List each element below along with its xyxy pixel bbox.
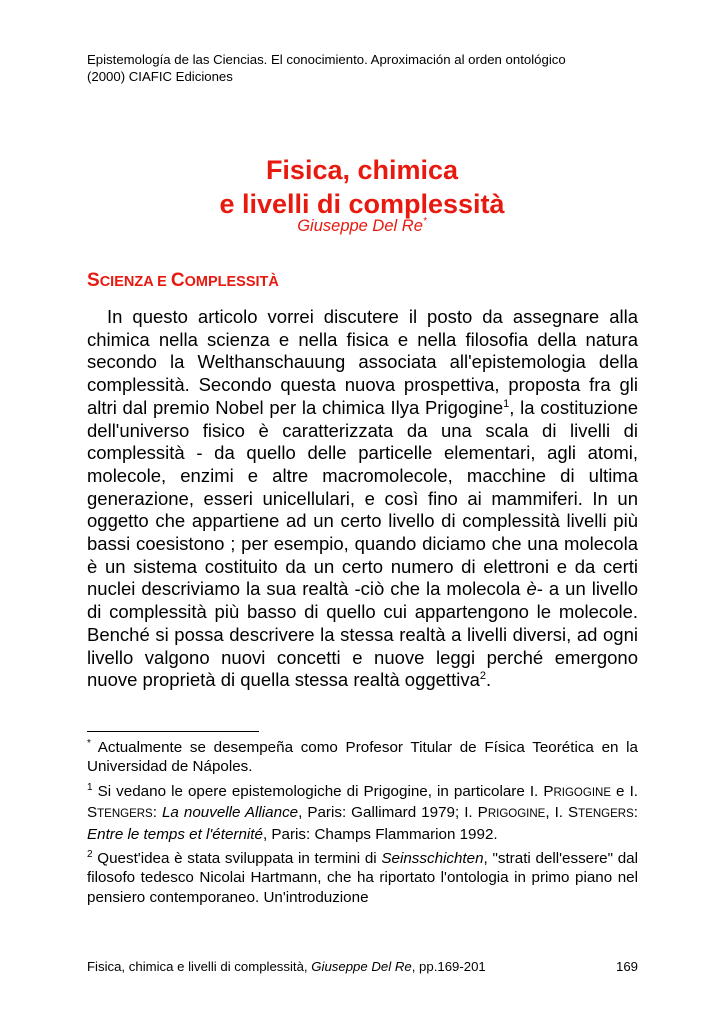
header-line-1: Epistemología de las Ciencias. El conocimiento. Aproximación al orden ontológico [87,52,566,67]
footnote-2-text-a: Quest'idea è stata sviluppata in termini di [92,850,382,868]
book-title-2: Entre le temps et l'éternité [87,825,263,843]
section-rest-2: OMPLESSITÀ [184,274,279,290]
author-prigogine-1: PRIGOGINE [543,782,611,800]
author-stengers-2: STENGERS [568,804,634,822]
footnote-separator [87,731,259,732]
body-text-d: . [486,669,492,691]
footnote-1 [87,782,638,844]
footnote-1-and: e I. [611,782,639,800]
section-cap-1: S [87,270,100,291]
body-italic-word: è [526,578,537,600]
author-prigogine-2: PRIGOGINE [477,804,546,822]
section-heading [87,270,279,293]
article-title [0,153,724,221]
footnote-1-text-b: , Paris: Gallimard 1979; I. [298,804,478,822]
footnote-2-mark: 2 [87,849,93,861]
body-text-c: - a un livello di complessità più basso di quello cui appartengono le molecole. Benché si possa descrivere la stessa realtà a livelli diversi, ad ogni livello valgono nuovi concetti e nuove leggi perché emergono nuove proprietà di quella stessa realtà oggettiva [87,578,638,691]
footnote-1-colon-2: : [633,804,638,822]
footnote-2 [87,849,638,907]
title-line-2: e livelli di complessità [219,189,505,219]
footnote-star-mark: * [87,738,91,749]
book-title-1: La nouvelle Alliance [161,804,299,822]
author-name: Giuseppe Del Re [297,217,423,235]
footnote-1-text-c: , Paris: Champs Flammarion 1992. [262,825,498,843]
running-header [87,51,647,85]
footnote-2-text-b: , "strati dell'essere" dal filosofo tedesco Nicolai Hartmann, che ha riportato l'ontologia in primo piano nel pensiero contemporaneo. Un'introduzione [87,850,638,906]
footnote-star-text: Actualmente se desempeña como Profesor Titular de Física Teorética en la Universidad de Nápoles. [87,739,638,776]
author-stengers-1: STENGERS [87,804,153,822]
footnote-1-comma: , I. [545,804,569,822]
footnotes [87,738,638,912]
footnote-1-text-a: Si vedano le opere epistemologiche di Prigogine, in particolare I. [92,782,544,800]
article-author [0,216,724,239]
footer-citation: Fisica, chimica e livelli di complessità, Giuseppe Del Re, pp.169-201 [87,959,486,974]
section-cap-2: C [170,270,185,291]
footnote-star [87,738,638,777]
footnote-1-colon-1: : [152,804,162,822]
body-paragraph [87,306,638,692]
author-footnote-mark: * [422,216,427,227]
footer-author: Giuseppe Del Re [311,959,412,974]
header-line-2: (2000) CIAFIC Ediciones [87,69,233,84]
footnote-ref-2: 2 [479,670,486,683]
page-number: 169 [615,959,638,974]
title-line-1: Fisica, chimica [265,155,459,185]
footnote-2-term: Seinsschichten [381,850,484,868]
section-rest-1: CIENZA E [99,274,171,290]
body-text-b: , la costituzione dell'universo fisico è caratterizzata da una scala di livelli di complessità - da quello delle particelle elementari, agli atomi, molecole, enzimi e altre macromolecole, macchine di ultima generazione, esseri unicellulari, e così fino ai mammiferi. In un oggetto che appartiene ad un certo livello di complessità livelli più bassi coesistono ; per esempio, quando diciamo che una molecola è un sistema costituito da un certo numero di elettroni e da certi nuclei descriviamo la sua realtà -ciò che la molecola [87,396,638,600]
footnote-1-mark: 1 [87,781,93,793]
footnote-ref-1: 1 [503,397,510,410]
body-text-a: In questo articolo vorrei discutere il posto da assegnare alla chimica nella scienza e nella fisica e nella filosofia della natura secondo la Welthanschauung associata all'epistemologia della complessità. Secondo questa nuova prospettiva, proposta fra gli altri dal premio Nobel per la chimica Ilya Prigogine [87,306,638,418]
